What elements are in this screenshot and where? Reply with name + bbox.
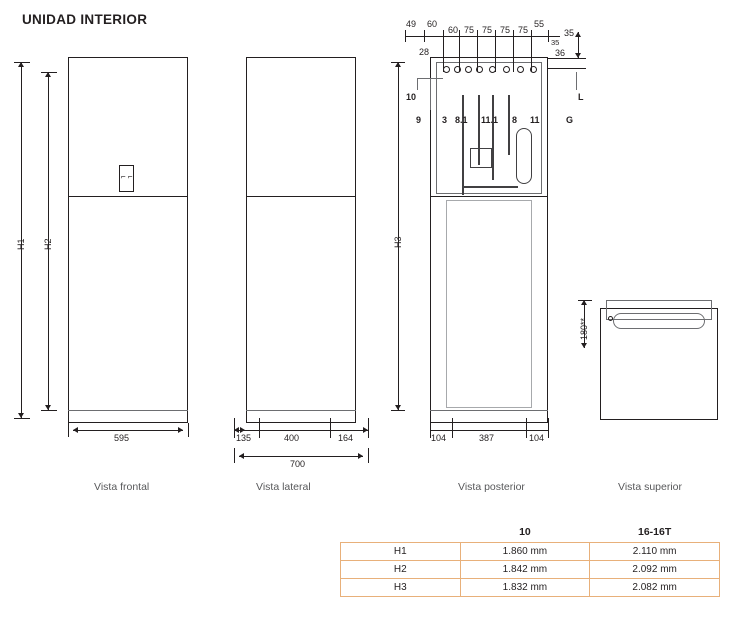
rear-expansion-vessel <box>516 128 532 184</box>
side-total-arrow-r <box>358 453 363 459</box>
rear-bottom-tick-4 <box>548 418 549 438</box>
rear-chain-tick-4 <box>477 30 478 72</box>
rear-pipe-vertical-4 <box>508 95 510 155</box>
table-header-16-16t: 16-16T <box>637 526 672 538</box>
side-dim-164: 164 <box>338 433 354 443</box>
table-row-label: H2 <box>341 561 461 579</box>
rear-compartment-split <box>430 196 548 197</box>
rear-h3-ext-bot <box>391 410 405 411</box>
rear-right-arrow-bot <box>575 53 581 58</box>
rear-port-7 <box>517 66 524 73</box>
rear-port-6 <box>503 66 510 73</box>
table-row-label: H3 <box>341 579 461 597</box>
rear-callout-G: G <box>566 115 574 125</box>
rear-port-1 <box>443 66 450 73</box>
side-dim-400: 400 <box>284 433 300 443</box>
rear-chain-tick-0 <box>405 30 406 42</box>
side-seg-dim-line <box>234 430 368 431</box>
table-row-label: H1 <box>341 543 461 561</box>
rear-leader-9-v <box>430 78 431 110</box>
rear-chain-label-60b: 60 <box>448 25 459 35</box>
rear-bottom-dim-line <box>430 430 548 431</box>
rear-chain-tick-5 <box>495 30 496 72</box>
rear-bottom-tick-3 <box>526 418 527 438</box>
rear-chain-tick-8 <box>548 30 549 42</box>
top-hinge-point <box>608 316 613 321</box>
side-seg-tick-4 <box>368 418 369 438</box>
rear-h3-label: H3 <box>393 236 403 248</box>
rear-callout-3: 3 <box>442 115 448 125</box>
rear-callout-8: 8 <box>512 115 518 125</box>
rear-top-chain-line <box>405 36 560 37</box>
front-caption: Vista frontal <box>94 481 150 493</box>
rear-chain-label-75b: 75 <box>482 25 493 35</box>
rear-offset-35-left: 35 <box>551 38 560 47</box>
rear-chain-label-55: 55 <box>534 19 545 29</box>
front-h2-label: H2 <box>43 238 53 250</box>
front-width-arrow-right <box>178 427 183 433</box>
rear-pipe-vertical-3 <box>492 95 494 180</box>
side-cabinet-outline <box>246 57 356 423</box>
side-total-arrow-l <box>239 453 244 459</box>
side-total-ext-l <box>234 448 235 463</box>
rear-chain-label-75a: 75 <box>464 25 475 35</box>
rear-right-ext-1 <box>548 58 586 59</box>
front-h1-ext-top <box>14 62 30 63</box>
top-caption: Vista superior <box>618 481 683 493</box>
table-cell-10: 1.832 mm <box>460 579 590 597</box>
side-total-dim-line <box>239 456 363 457</box>
rear-offset-36: 36 <box>555 48 566 58</box>
rear-dim-387: 387 <box>479 433 495 443</box>
table-cell-10: 1.860 mm <box>460 543 590 561</box>
top-door-swing-arc <box>613 313 705 329</box>
top-angle-label: 180** <box>579 317 589 340</box>
front-width-arrow-left <box>73 427 78 433</box>
rear-plinth-line <box>430 410 548 411</box>
rear-callout-10: 10 <box>406 92 417 102</box>
rear-right-ext-2 <box>548 68 586 69</box>
rear-offset-35-right: 35 <box>564 28 575 38</box>
front-cabinet-outline <box>68 57 188 423</box>
table-row <box>341 561 720 579</box>
side-seg-tick-1 <box>234 418 235 438</box>
rear-port-3 <box>465 66 472 73</box>
rear-pipe-horizontal <box>462 186 518 188</box>
table-header-blank <box>341 523 461 543</box>
rear-right-arrow-top <box>575 32 581 37</box>
rear-chain-tick-3 <box>459 30 460 72</box>
table-cell-16: 2.082 mm <box>590 579 720 597</box>
rear-chain-tick-1 <box>424 30 425 42</box>
rear-chain-label-75d: 75 <box>518 25 529 35</box>
table-cell-16: 2.110 mm <box>590 543 720 561</box>
rear-dim-104-right: 104 <box>529 433 545 443</box>
table-header-10: 10 <box>519 526 531 538</box>
front-h1-label: H1 <box>16 238 26 250</box>
front-h1-ext-bottom <box>14 418 30 419</box>
dimensions-table <box>340 523 720 597</box>
side-caption: Vista lateral <box>256 481 311 493</box>
front-width-dim-line <box>73 430 183 431</box>
rear-leader-L-v <box>576 72 577 90</box>
rear-bottom-tick-2 <box>452 418 453 438</box>
front-plinth-line <box>68 410 188 411</box>
top-angle-arrow-bot <box>581 343 587 348</box>
rear-callout-9: 9 <box>416 115 422 125</box>
rear-h3-ext-top <box>391 62 405 63</box>
rear-chain-tick-7 <box>531 30 532 72</box>
side-plinth-line <box>246 410 356 411</box>
side-total-label: 700 <box>290 459 306 469</box>
side-panel-split <box>246 196 356 197</box>
front-width-label: 595 <box>114 433 130 443</box>
front-h2-ext-top <box>41 72 57 73</box>
rear-callout-81: 8.1 <box>455 115 468 125</box>
table-row <box>341 543 720 561</box>
rear-chain-label-60a: 60 <box>427 19 438 29</box>
rear-chain-label-75c: 75 <box>500 25 511 35</box>
rear-leader-10-v <box>417 78 418 90</box>
rear-caption: Vista posterior <box>458 481 525 493</box>
rear-dim-104-left: 104 <box>431 433 447 443</box>
front-width-ext-left <box>68 423 69 437</box>
rear-pipe-vertical-1 <box>462 95 464 195</box>
side-total-ext-r <box>368 448 369 463</box>
table-cell-16: 2.092 mm <box>590 561 720 579</box>
front-control-panel-glyph: ⌐ ⌐ <box>121 172 133 181</box>
table-cell-10: 1.842 mm <box>460 561 590 579</box>
rear-callout-111: 11.1 <box>481 115 499 125</box>
top-angle-ext <box>578 300 592 301</box>
rear-chain-tick-2 <box>443 30 444 72</box>
page-title: UNIDAD INTERIOR <box>22 12 148 27</box>
rear-chain-tick-6 <box>513 30 514 72</box>
rear-offset-28: 28 <box>419 47 430 57</box>
rear-tank-outline <box>446 200 532 408</box>
rear-pump-body <box>470 148 492 168</box>
front-panel-split <box>68 196 188 197</box>
rear-callout-11: 11 <box>530 115 540 125</box>
table-row <box>341 579 720 597</box>
rear-chain-label-49: 49 <box>406 19 417 29</box>
front-h2-ext-bottom <box>41 410 57 411</box>
rear-callout-L: L <box>578 92 584 102</box>
side-seg-tick-3 <box>330 418 331 438</box>
side-dim-135: 135 <box>236 433 252 443</box>
front-width-ext-right <box>188 423 189 437</box>
side-seg-tick-2 <box>259 418 260 438</box>
